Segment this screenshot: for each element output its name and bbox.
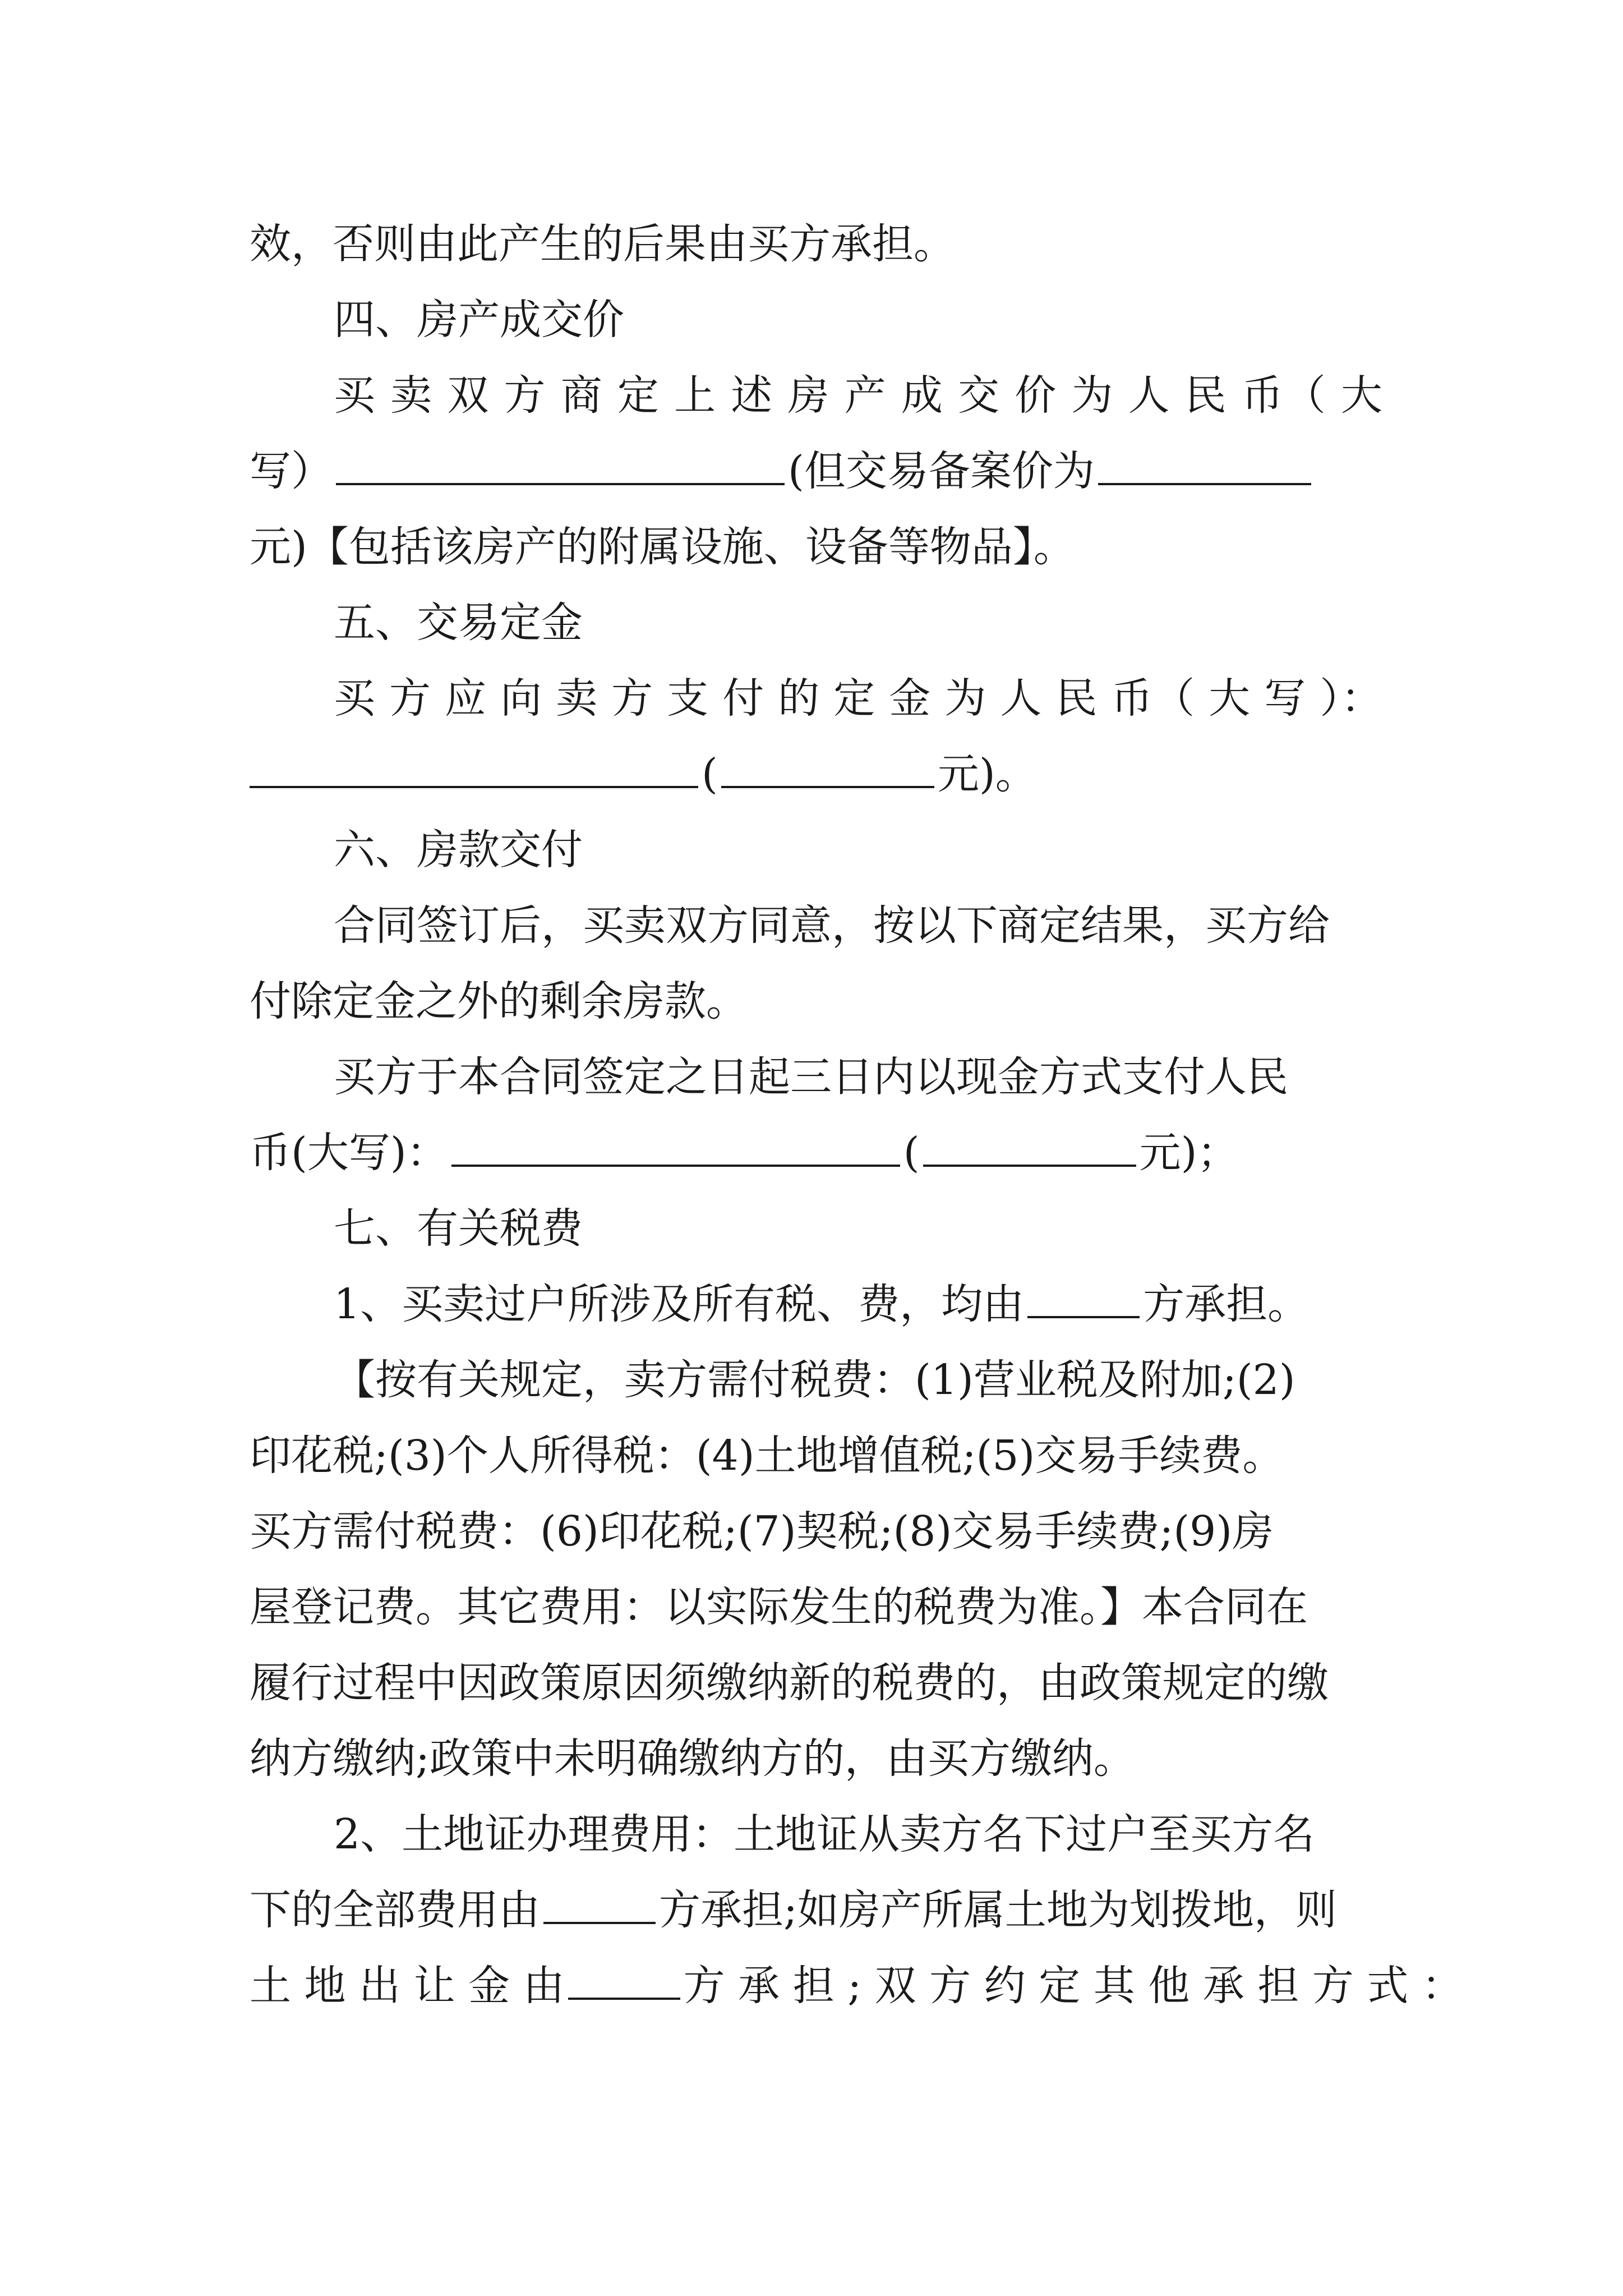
text-segment: 四、房产成交价 [334,296,624,344]
text-segment: 履行过程中因政策原因须缴纳新的税费的，由政策规定的缴 [250,1659,1329,1707]
text-line [250,1952,1463,2019]
fill-in-blank [250,747,698,788]
text-segment: 效，否则由此产生的后果由买方承担。 [250,220,955,268]
text-line [334,892,1382,959]
text-segment: 印花税;(3)个人所得税：(4)土地增值税;(5)交易手续费。 [250,1432,1284,1480]
text-segment: 下的全部费用由 [250,1886,540,1934]
section-heading [334,1195,1382,1262]
text-segment: 【按有关规定，卖方需付税费：(1)营业税及附加;(2) [334,1356,1295,1404]
text-line [250,513,1382,581]
fill-in-blank [1098,444,1311,485]
fill-in-blank [721,747,934,788]
text-segment: 方承担;如房产所属土地为划拨地，则 [659,1886,1337,1934]
fill-in-blank [336,444,785,485]
text-line [250,740,1382,808]
text-segment: 元)； [1139,1129,1239,1177]
text-line [250,210,1382,278]
text-segment: 元)。 [937,750,1037,798]
text-line [250,968,1382,1035]
section-heading [334,286,1382,353]
text-segment: 五、交易定金 [334,599,583,647]
text-line [334,665,1382,732]
text-segment: (但交易备案价为 [788,447,1095,495]
text-segment: ( [702,750,718,798]
text-line [250,1119,1382,1186]
text-line [250,1649,1382,1717]
text-segment: 写） [250,447,333,495]
text-segment: 方承担。 [1143,1280,1310,1328]
fill-in-blank [451,1125,900,1167]
text-line [334,362,1382,429]
text-line [334,1043,1382,1111]
text-line [250,1876,1382,1944]
text-segment: 六、房款交付 [334,826,583,874]
text-line [250,1725,1382,1792]
text-segment: 买方需付税费：(6)印花税;(7)契税;(8)交易手续费;(9)房 [250,1507,1274,1556]
fill-in-blank [1027,1277,1140,1318]
section-heading [334,589,1382,656]
text-line [334,1271,1382,1338]
text-segment: 币(大写)： [250,1129,448,1177]
text-segment: 纳方缴纳;政策中未明确缴纳方的，由买方缴纳。 [250,1734,1135,1783]
text-segment: 方 承 担 ; 双 方 约 定 其 他 承 担 方 式 ： [683,1962,1463,2010]
text-segment: 合同签订后，买卖双方同意，按以下商定结果，买方给 [334,901,1330,950]
text-segment: 土 地 出 让 金 由 [250,1962,565,2010]
text-line [250,1498,1382,1565]
section-heading [334,816,1382,884]
fill-in-blank [543,1883,656,1924]
text-line [250,1422,1382,1489]
text-segment: 1、买卖过户所涉及所有税、费，均由 [334,1280,1025,1328]
text-line [250,1573,1382,1641]
text-segment: 七、有关税费 [334,1204,583,1253]
text-line [334,1346,1382,1414]
text-segment: 2、土地证办理费用：土地证从卖方名下过户至买方名 [334,1810,1315,1858]
fill-in-blank [568,1958,680,2000]
text-segment: 付除定金之外的剩余房款。 [250,977,748,1025]
text-segment: 买方于本合同签定之日起三日内以现金方式支付人民 [334,1053,1288,1101]
text-segment: 屋登记费。其它费用：以实际发生的税费为准。】本合同在 [250,1583,1308,1631]
text-line [334,1801,1382,1868]
fill-in-blank [923,1125,1136,1167]
text-segment: 买 方 应 向 卖 方 支 付 的 定 金 为 人 民 币（ 大 写 ）： [334,674,1382,723]
text-segment: ( [903,1129,920,1177]
text-line [250,438,1382,505]
text-segment: 买 卖 双 方 商 定 上 述 房 产 成 交 价 为 人 民 币（ 大 [334,371,1382,420]
text-segment: 元)【包括该房产的附属设施、设备等物品】。 [250,523,1075,571]
